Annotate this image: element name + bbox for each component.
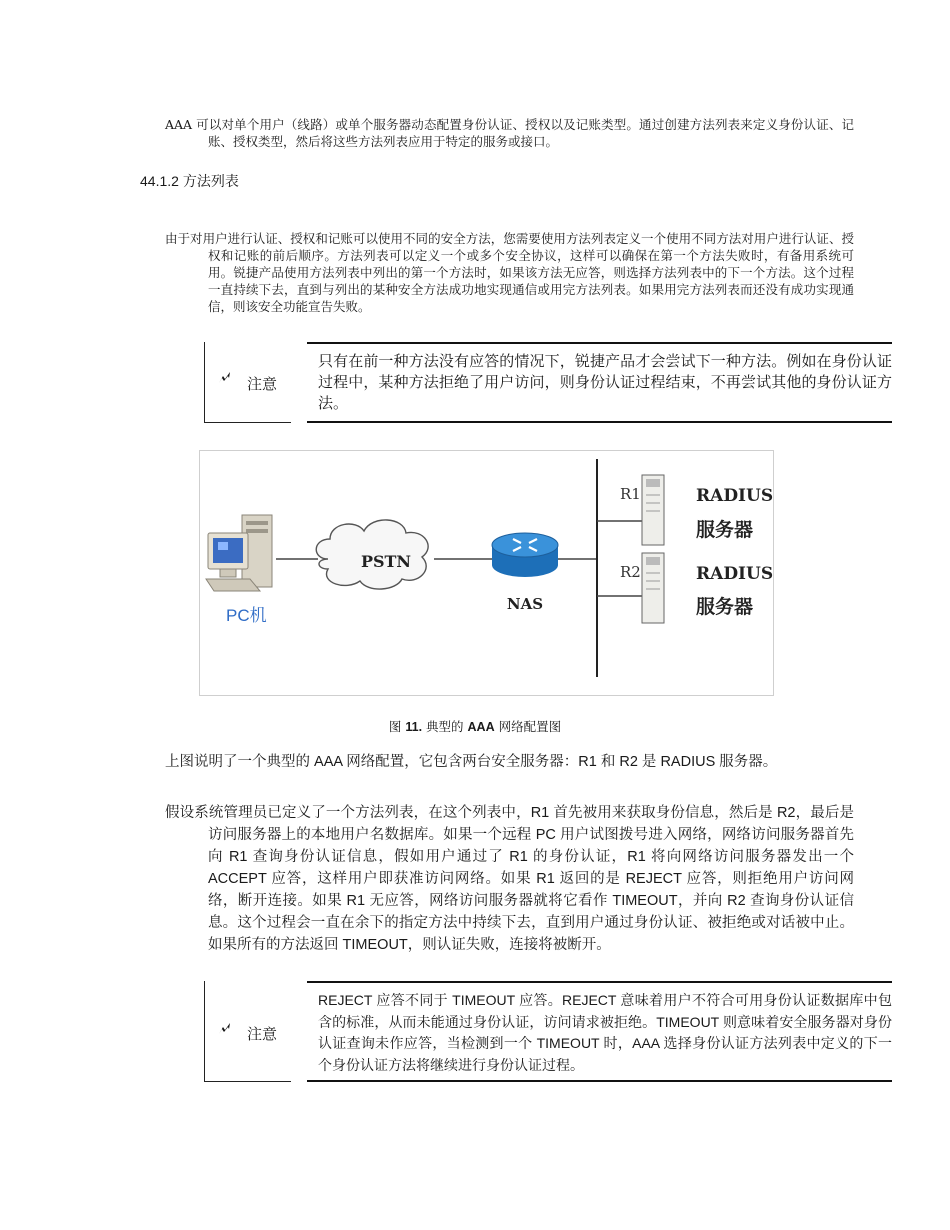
section-heading: 44.1.2 方法列表 [140, 173, 239, 189]
server-r1-subtitle: 服务器 [696, 519, 754, 541]
server-r2-subtitle: 服务器 [696, 596, 754, 618]
figure-description-paragraph: 上图说明了一个典型的 AAA 网络配置，它包含两台安全服务器：R1 和 R2 是 RADIUS 服务器。 [165, 754, 778, 770]
note-text: REJECT 应答不同于 TIMEOUT 应答。REJECT 意味着用户不符合可用身份认证数据库中包含的标准，从而未能通过身份认证，访问请求被拒绝。TIMEOUT 则意味着安全服务器对身份认证查询未作应答，当检测到一个 TIMEOUT 时，AAA 选择身份认证方法列表中定义的下一个身份认证方法将继续进行身份认证过程。 [307, 981, 892, 1082]
note-label: 注意 [247, 375, 278, 393]
radius-server-r1-icon [642, 475, 664, 545]
method-list-paragraph: 由于对用户进行认证、授权和记账可以使用不同的安全方法，您需要使用方法列表定义一个使用不同方法对用户进行认证、授权和记账的前后顺序。方法列表可以定义一个或多个安全协议，这样可以确保在第一个方法失败时，有备用系统可用。锐捷产品使用方法列表中列出的第一个方法时，如果该方法无应答，则选择方法列表中的下一个方法。这个过程一直持续下去，直到与列出的某种安全方法成功地实现通信或用完方法列表。如果用完方法列表而还没有成功实现通信，则该安全功能宣告失败。 [165, 231, 854, 314]
note-box-reject-timeout [204, 981, 892, 1082]
network-diagram [200, 451, 773, 695]
aaa-network-figure [199, 450, 774, 696]
intro-paragraph: AAA 可以对单个用户（线路）或单个服务器动态配置身份认证、授权以及记账类型。通过创建方法列表来定义身份认证、记账、授权类型，然后将这些方法列表应用于特定的服务或接口。 [165, 117, 854, 149]
note-label: 注意 [247, 1025, 278, 1043]
note-box [204, 342, 892, 423]
lightning-note-icon [217, 1021, 233, 1037]
server-r1-label: R1 [620, 485, 641, 503]
server-r2-label: R2 [620, 563, 641, 581]
radius-server-r2-icon [642, 553, 664, 623]
server-r2-name: RADIUS [696, 564, 773, 584]
figure-caption: 图 11. 典型的 AAA 网络配置图 [388, 719, 562, 734]
pc-icon [206, 515, 272, 591]
pc-label: PC机 [226, 606, 267, 625]
server-r1-name: RADIUS [696, 486, 773, 506]
pstn-label: PSTN [360, 552, 412, 571]
scenario-paragraph: 假设系统管理员已定义了一个方法列表，在这个列表中，R1 首先被用来获取身份信息，然后是 R2，最后是访问服务器上的本地用户名数据库。如果一个远程 PC 用户试图拨号进入网络，网络访问服务器首先向 R1 查询身份认证信息，假如用户通过了 R1 的身份认证，R1 将向网络访问服务器发出一个 ACCEPT 应答，这样用户即获准访问网络。如果 R1 返回的是 REJECT 应答，则拒绝用户访问网络，断开连接。如果 R1 无应答，网络访问服务器就将它看作 TIMEOUT，并向 R2 查询身份认证信息。这个过程会一直在余下的指定方法中持续下去，直到用户通过身份认证、被拒绝或对话被中止。如果所有的方法返回 TIMEOUT，则认证失败，连接将被断开。 [165, 805, 854, 953]
lightning-note-icon [217, 370, 233, 386]
nas-router-icon [492, 533, 558, 577]
nas-label: NAS [506, 595, 544, 613]
note-text: 只有在前一种方法没有应答的情况下，锐捷产品才会尝试下一种方法。例如在身份认证过程中，某种方法拒绝了用户访问，则身份认证过程结束，不再尝试其他的身份认证方法。 [307, 342, 892, 423]
